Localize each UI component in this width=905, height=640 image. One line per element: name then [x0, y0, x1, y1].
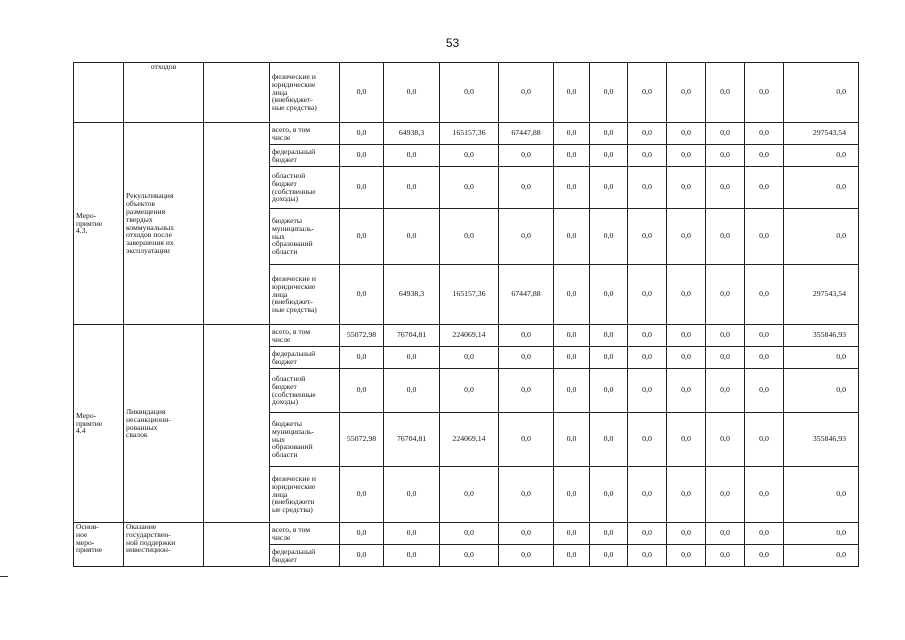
total-value-cell: 355846,93	[784, 325, 859, 347]
total-value-cell: 0,0	[784, 145, 859, 167]
value-cell: 0,0	[706, 325, 745, 347]
value-cell: 55072,98	[340, 325, 384, 347]
value-cell: 0,0	[440, 545, 499, 567]
table-row	[74, 63, 859, 123]
value-cell: 0,0	[590, 347, 628, 369]
value-cell: 0,0	[745, 145, 784, 167]
funding-source-cell: физические и юридические лица (внебюджетн ые средства)	[270, 467, 340, 523]
value-cell: 0,0	[706, 63, 745, 123]
value-cell: 0,0	[628, 467, 667, 523]
value-cell: 0,0	[667, 145, 706, 167]
value-cell: 0,0	[628, 63, 667, 123]
value-cell: 0,0	[706, 123, 745, 145]
value-cell: 0,0	[384, 545, 440, 567]
value-cell: 0,0	[628, 167, 667, 209]
value-cell: 0,0	[384, 63, 440, 123]
value-cell: 0,0	[440, 523, 499, 545]
value-cell: 0,0	[706, 523, 745, 545]
value-cell: 0,0	[499, 369, 554, 413]
value-cell: 0,0	[340, 145, 384, 167]
value-cell: 0,0	[554, 545, 590, 567]
value-cell: 0,0	[440, 467, 499, 523]
value-cell: 0,0	[590, 325, 628, 347]
value-cell: 0,0	[745, 347, 784, 369]
value-cell: 0,0	[745, 369, 784, 413]
total-value-cell: 0,0	[784, 467, 859, 523]
value-cell: 0,0	[667, 545, 706, 567]
value-cell: 0,0	[706, 467, 745, 523]
value-cell: 0,0	[745, 325, 784, 347]
total-value-cell: 0,0	[784, 347, 859, 369]
value-cell: 0,0	[340, 123, 384, 145]
value-cell: 0,0	[706, 145, 745, 167]
value-cell: 0,0	[590, 545, 628, 567]
value-cell: 0,0	[745, 523, 784, 545]
value-cell: 0,0	[554, 347, 590, 369]
value-cell: 224069,14	[440, 413, 499, 467]
value-cell: 0,0	[745, 265, 784, 325]
value-cell: 0,0	[590, 63, 628, 123]
value-cell: 0,0	[667, 413, 706, 467]
funding-source-cell: физические и юридические лица (внебюджет- ные средства)	[270, 63, 340, 123]
value-cell: 0,0	[440, 167, 499, 209]
table-row	[74, 325, 859, 347]
activity-name-cell: Основ- ное меро- приятие	[74, 523, 124, 567]
value-cell: 0,0	[667, 265, 706, 325]
executor-cell	[204, 123, 270, 325]
total-value-cell: 0,0	[784, 167, 859, 209]
value-cell: 0,0	[590, 265, 628, 325]
funding-source-cell: всего, в том числе	[270, 123, 340, 145]
total-value-cell: 0,0	[784, 369, 859, 413]
value-cell: 0,0	[706, 209, 745, 265]
value-cell: 0,0	[628, 545, 667, 567]
value-cell: 0,0	[667, 123, 706, 145]
value-cell: 0,0	[384, 145, 440, 167]
value-cell: 0,0	[628, 145, 667, 167]
value-cell: 0,0	[667, 325, 706, 347]
value-cell: 0,0	[384, 347, 440, 369]
value-cell: 0,0	[667, 369, 706, 413]
value-cell: 0,0	[384, 369, 440, 413]
value-cell: 0,0	[706, 265, 745, 325]
funding-source-cell: бюджеты муниципаль- ных образований области	[270, 413, 340, 467]
funding-source-cell: федеральный бюджет	[270, 347, 340, 369]
total-value-cell: 0,0	[784, 209, 859, 265]
value-cell: 0,0	[340, 347, 384, 369]
funding-source-cell: федеральный бюджет	[270, 145, 340, 167]
value-cell: 0,0	[440, 145, 499, 167]
value-cell: 0,0	[590, 413, 628, 467]
value-cell: 67447,88	[499, 123, 554, 145]
value-cell: 165157,36	[440, 123, 499, 145]
value-cell: 0,0	[590, 167, 628, 209]
value-cell: 0,0	[745, 209, 784, 265]
value-cell: 0,0	[384, 467, 440, 523]
value-cell: 0,0	[628, 123, 667, 145]
funding-source-cell: бюджеты муниципаль- ных образований области	[270, 209, 340, 265]
value-cell: 0,0	[667, 209, 706, 265]
total-value-cell: 297543,54	[784, 265, 859, 325]
funding-source-cell: физические и юридические лица (внебюджет- ные средства)	[270, 265, 340, 325]
activity-name-cell: Меро- приятие 4.4	[74, 325, 124, 523]
value-cell: 0,0	[706, 545, 745, 567]
value-cell: 64938,3	[384, 265, 440, 325]
value-cell: 76704,81	[384, 413, 440, 467]
value-cell: 224069,14	[440, 325, 499, 347]
value-cell: 0,0	[745, 545, 784, 567]
activity-name-cell	[74, 63, 124, 123]
value-cell: 0,0	[554, 123, 590, 145]
value-cell: 0,0	[745, 63, 784, 123]
funding-source-cell: федеральный бюджет	[270, 545, 340, 567]
value-cell: 0,0	[590, 123, 628, 145]
value-cell: 0,0	[340, 523, 384, 545]
value-cell: 0,0	[554, 63, 590, 123]
value-cell: 0,0	[554, 413, 590, 467]
value-cell: 0,0	[706, 167, 745, 209]
executor-cell	[204, 523, 270, 567]
value-cell: 0,0	[554, 167, 590, 209]
value-cell: 0,0	[745, 413, 784, 467]
value-cell: 0,0	[628, 369, 667, 413]
activity-description-cell: Рекультивация объектов размещения твердых коммунальных отходов после завершения их эксплуатации	[124, 123, 204, 325]
budget-table	[73, 62, 859, 567]
funding-source-cell: всего, в том числе	[270, 523, 340, 545]
total-value-cell: 355846,93	[784, 413, 859, 467]
value-cell: 0,0	[554, 369, 590, 413]
value-cell: 0,0	[340, 369, 384, 413]
activity-description-cell: Ликвидация несанкциони- рованных свалок	[124, 325, 204, 523]
value-cell: 0,0	[628, 413, 667, 467]
value-cell: 0,0	[499, 545, 554, 567]
value-cell: 0,0	[440, 63, 499, 123]
value-cell: 0,0	[745, 167, 784, 209]
activity-name-cell: Меро- приятие 4.3.	[74, 123, 124, 325]
value-cell: 0,0	[340, 265, 384, 325]
value-cell: 0,0	[554, 145, 590, 167]
activity-description-cell: Оказание государствен- ной поддержки инвестицион-	[124, 523, 204, 567]
value-cell: 0,0	[499, 325, 554, 347]
activity-description-cell: отходов	[124, 63, 204, 123]
value-cell: 64938,3	[384, 123, 440, 145]
total-value-cell: 0,0	[784, 545, 859, 567]
value-cell: 0,0	[499, 209, 554, 265]
value-cell: 0,0	[499, 347, 554, 369]
value-cell: 0,0	[667, 63, 706, 123]
value-cell: 0,0	[706, 413, 745, 467]
value-cell: 0,0	[706, 369, 745, 413]
value-cell: 55072,98	[340, 413, 384, 467]
margin-mark	[0, 576, 8, 577]
value-cell: 0,0	[745, 467, 784, 523]
funding-source-cell: областной бюджет (собственные доходы)	[270, 167, 340, 209]
value-cell: 0,0	[554, 209, 590, 265]
value-cell: 165157,36	[440, 265, 499, 325]
value-cell: 0,0	[340, 63, 384, 123]
value-cell: 0,0	[554, 265, 590, 325]
value-cell: 0,0	[667, 347, 706, 369]
value-cell: 0,0	[628, 265, 667, 325]
table-row	[74, 123, 859, 145]
total-value-cell: 0,0	[784, 63, 859, 123]
funding-source-cell: областной бюджет (собственные доходы)	[270, 369, 340, 413]
value-cell: 0,0	[499, 413, 554, 467]
executor-cell	[204, 63, 270, 123]
value-cell: 0,0	[440, 209, 499, 265]
value-cell: 0,0	[667, 167, 706, 209]
value-cell: 0,0	[499, 167, 554, 209]
value-cell: 0,0	[667, 467, 706, 523]
value-cell: 0,0	[554, 523, 590, 545]
value-cell: 0,0	[628, 209, 667, 265]
value-cell: 0,0	[554, 467, 590, 523]
value-cell: 0,0	[590, 209, 628, 265]
value-cell: 0,0	[384, 209, 440, 265]
value-cell: 76704,81	[384, 325, 440, 347]
value-cell: 0,0	[628, 523, 667, 545]
value-cell: 0,0	[745, 123, 784, 145]
value-cell: 0,0	[499, 467, 554, 523]
value-cell: 0,0	[554, 325, 590, 347]
page-number: 53	[445, 36, 460, 50]
value-cell: 0,0	[590, 467, 628, 523]
value-cell: 0,0	[340, 167, 384, 209]
value-cell: 0,0	[628, 347, 667, 369]
funding-source-cell: всего, в том числе	[270, 325, 340, 347]
total-value-cell: 0,0	[784, 523, 859, 545]
value-cell: 0,0	[340, 545, 384, 567]
value-cell: 0,0	[499, 523, 554, 545]
value-cell: 0,0	[667, 523, 706, 545]
value-cell: 0,0	[628, 325, 667, 347]
value-cell: 0,0	[384, 167, 440, 209]
value-cell: 0,0	[340, 467, 384, 523]
value-cell: 0,0	[706, 347, 745, 369]
value-cell: 0,0	[440, 369, 499, 413]
executor-cell	[204, 325, 270, 523]
total-value-cell: 297543,54	[784, 123, 859, 145]
value-cell: 0,0	[440, 347, 499, 369]
value-cell: 0,0	[590, 369, 628, 413]
value-cell: 0,0	[499, 63, 554, 123]
value-cell: 0,0	[499, 145, 554, 167]
value-cell: 0,0	[590, 523, 628, 545]
table-row	[74, 523, 859, 545]
value-cell: 67447,88	[499, 265, 554, 325]
value-cell: 0,0	[590, 145, 628, 167]
value-cell: 0,0	[340, 209, 384, 265]
value-cell: 0,0	[384, 523, 440, 545]
